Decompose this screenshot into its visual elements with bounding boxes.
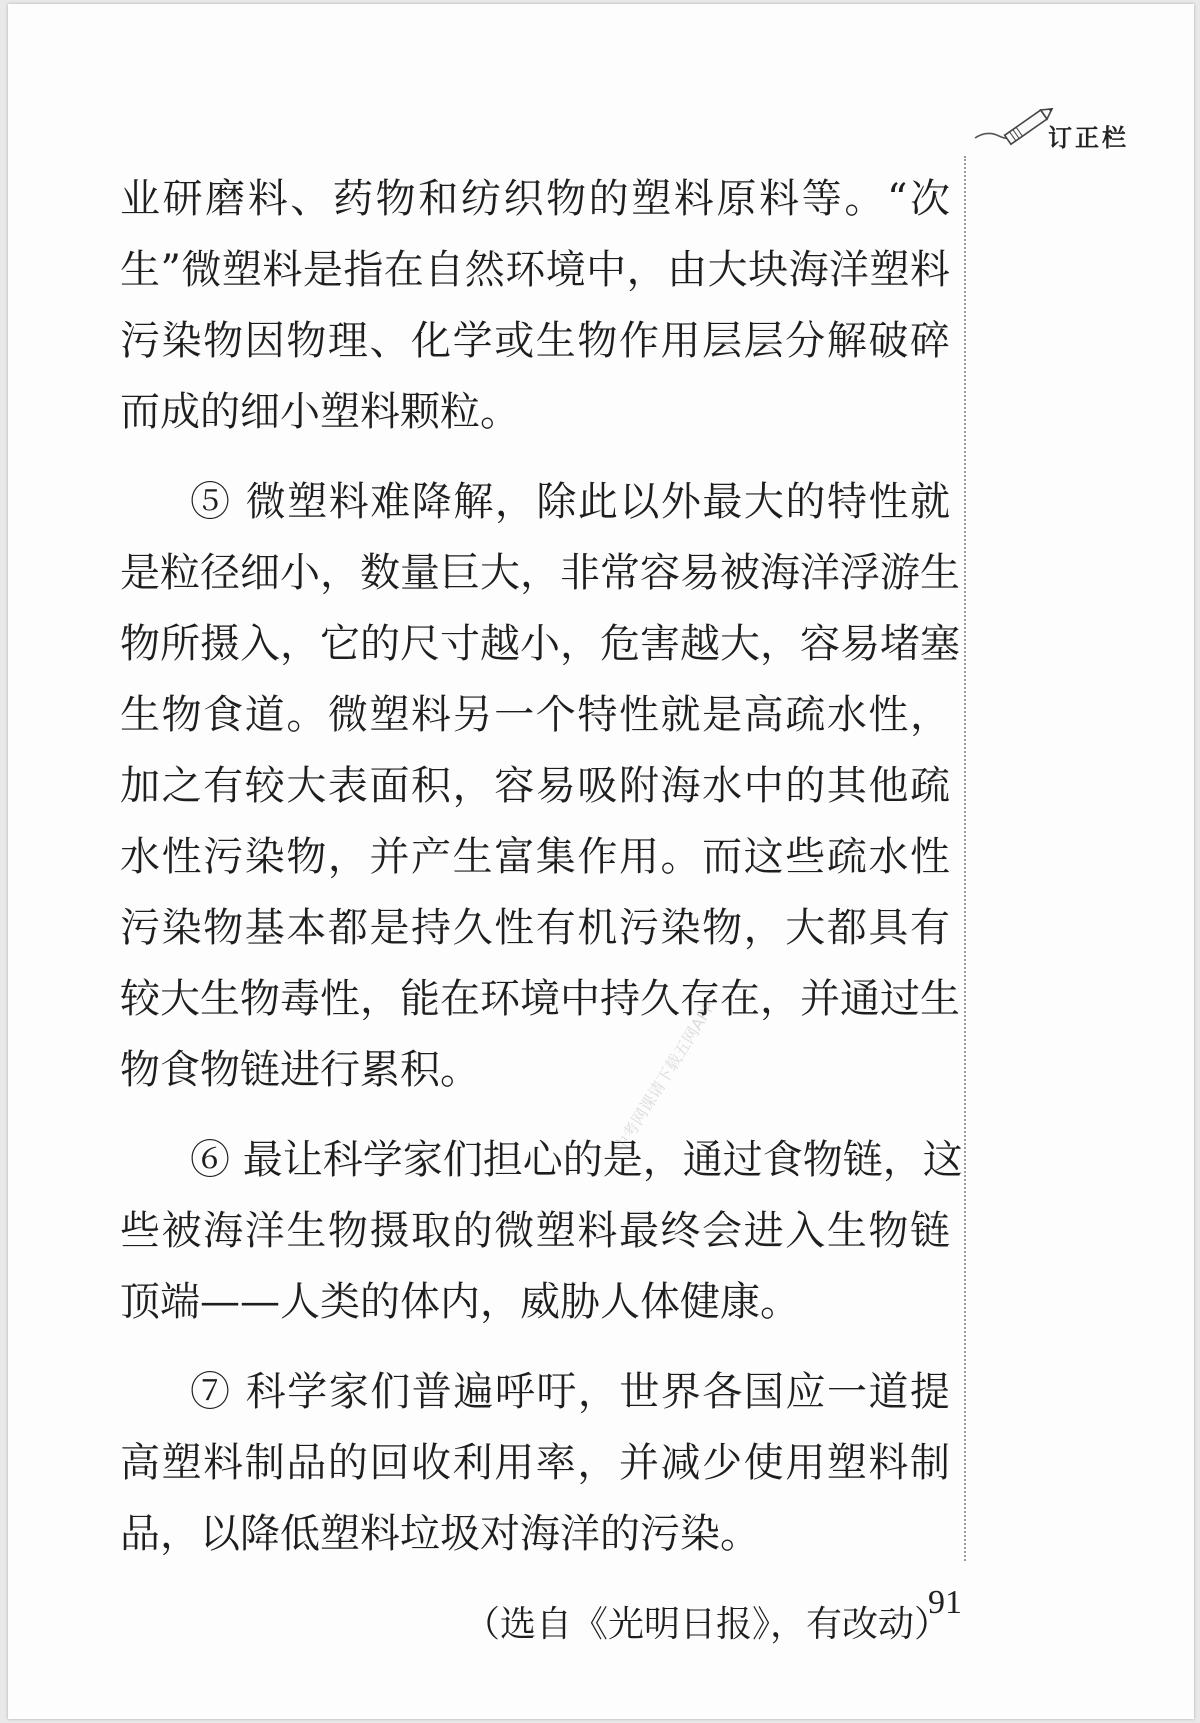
text-line: 加之有较大表面积，容易吸附海水中的其他疏 bbox=[120, 763, 950, 809]
text-line: 是粒径细小，数量巨大，非常容易被海洋浮游生 bbox=[120, 550, 960, 596]
sidebar-title: 订正栏 bbox=[1048, 124, 1129, 152]
paragraph-5-first-line: ⑤ 微塑料难降解，除此以外最大的特性就 bbox=[190, 479, 950, 525]
article-body bbox=[120, 164, 963, 1660]
text-line: 水性污染物，并产生富集作用。而这些疏水性 bbox=[120, 834, 950, 880]
page-number: 91 bbox=[928, 1584, 962, 1621]
text-line: 污染物因物理、化学或生物作用层层分解破碎 bbox=[120, 318, 950, 364]
text-line: 物所摄入，它的尺寸越小，危害越大，容易堵塞 bbox=[120, 621, 960, 667]
correction-margin-divider bbox=[964, 156, 966, 1561]
correction-column-header bbox=[973, 100, 1173, 150]
text-line: 些被海洋生物摄取的微塑料最终会进入生物链 bbox=[120, 1208, 950, 1254]
text-line: 高塑料制品的回收利用率，并减少使用塑料制 bbox=[120, 1440, 950, 1486]
text-line: 较大生物毒性，能在环境中持久存在，并通过生 bbox=[120, 976, 960, 1022]
paragraph-6-first-line: ⑥ 最让科学家们担心的是，通过食物链，这 bbox=[190, 1137, 963, 1183]
text-line: 而成的细小塑料颗粒。 bbox=[120, 389, 520, 435]
watermark: 中考网课请下载五网APP bbox=[610, 997, 719, 1156]
source-citation: （选自《光明日报》，有改动） bbox=[463, 1604, 950, 1645]
text-line: 污染物基本都是持久性有机污染物，大都具有 bbox=[120, 905, 950, 951]
text-line: 顶端——人类的体内，威胁人体健康。 bbox=[120, 1279, 800, 1325]
text-line: 业研磨料、药物和纺织物的塑料原料等。“次 bbox=[120, 176, 950, 222]
text-line: 生物食道。微塑料另一个特性就是高疏水性， bbox=[120, 692, 950, 738]
paragraph-7-first-line: ⑦ 科学家们普遍呼吁，世界各国应一道提 bbox=[190, 1369, 950, 1415]
text-line: 品，以降低塑料垃圾对海洋的污染。 bbox=[120, 1511, 760, 1557]
text-line: 物食物链进行累积。 bbox=[120, 1047, 480, 1093]
textbook-page bbox=[8, 4, 1194, 1719]
text-line: 生”微塑料是指在自然环境中，由大块海洋塑料 bbox=[120, 247, 950, 293]
